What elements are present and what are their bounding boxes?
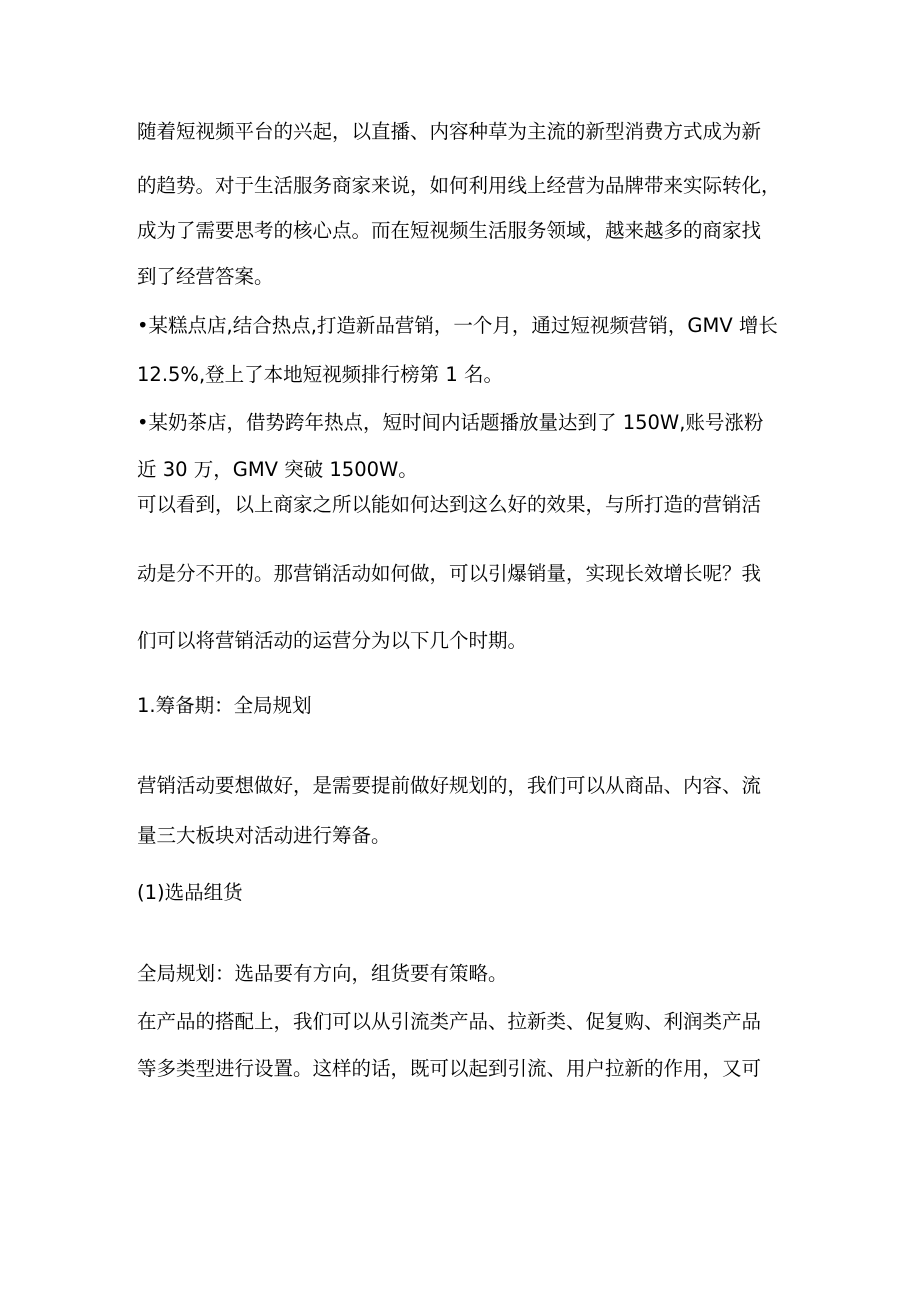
paragraph-line: 在产品的搭配上，我们可以从引流类产品、拉新类、促复购、利润类产品 [137,1010,762,1033]
paragraph-line: 等多类型进行设置。这样的话，既可以起到引流、用户拉新的作用，又可 [137,1057,762,1080]
paragraph-line: 们可以将营销活动的运营分为以下几个时期。 [137,629,528,652]
paragraph-line: 营销活动要想做好，是需要提前做好规划的，我们可以从商品、内容、流 [137,774,762,797]
paragraph-line: 随着短视频平台的兴起，以直播、内容种草为主流的新型消费方式成为新 [137,120,762,143]
bullet-item: •某糕点店,结合热点,打造新品营销，一个月，通过短视频营销，GMV 增长 [137,314,778,337]
paragraph-line: 动是分不开的。那营销活动如何做，可以引爆销量，实现长效增长呢？我 [137,562,762,585]
paragraph-line: 可以看到，以上商家之所以能如何达到这么好的效果，与所打造的营销活 [137,493,762,516]
paragraph-line: 量三大板块对活动进行筹备。 [137,824,391,847]
bullet-item-continuation: 近 30 万，GMV 突破 1500W。 [137,458,418,481]
paragraph-line: 成为了需要思考的核心点。而在短视频生活服务领域，越来越多的商家找 [137,219,762,242]
subsection-heading: (1)选品组货 [137,881,243,904]
bullet-item: •某奶茶店，借势跨年热点，短时间内话题播放量达到了 150W,账号涨粉 [137,411,764,434]
paragraph-line: 的趋势。对于生活服务商家来说，如何利用线上经营为品牌带来实际转化， [137,174,781,197]
paragraph-line: 全局规划：选品要有方向，组货要有策略。 [137,962,508,985]
paragraph-line: 到了经营答案。 [137,265,274,288]
section-heading: 1.筹备期：全局规划 [137,694,312,717]
bullet-item-continuation: 12.5%,登上了本地短视频排行榜第 1 名。 [137,363,503,386]
